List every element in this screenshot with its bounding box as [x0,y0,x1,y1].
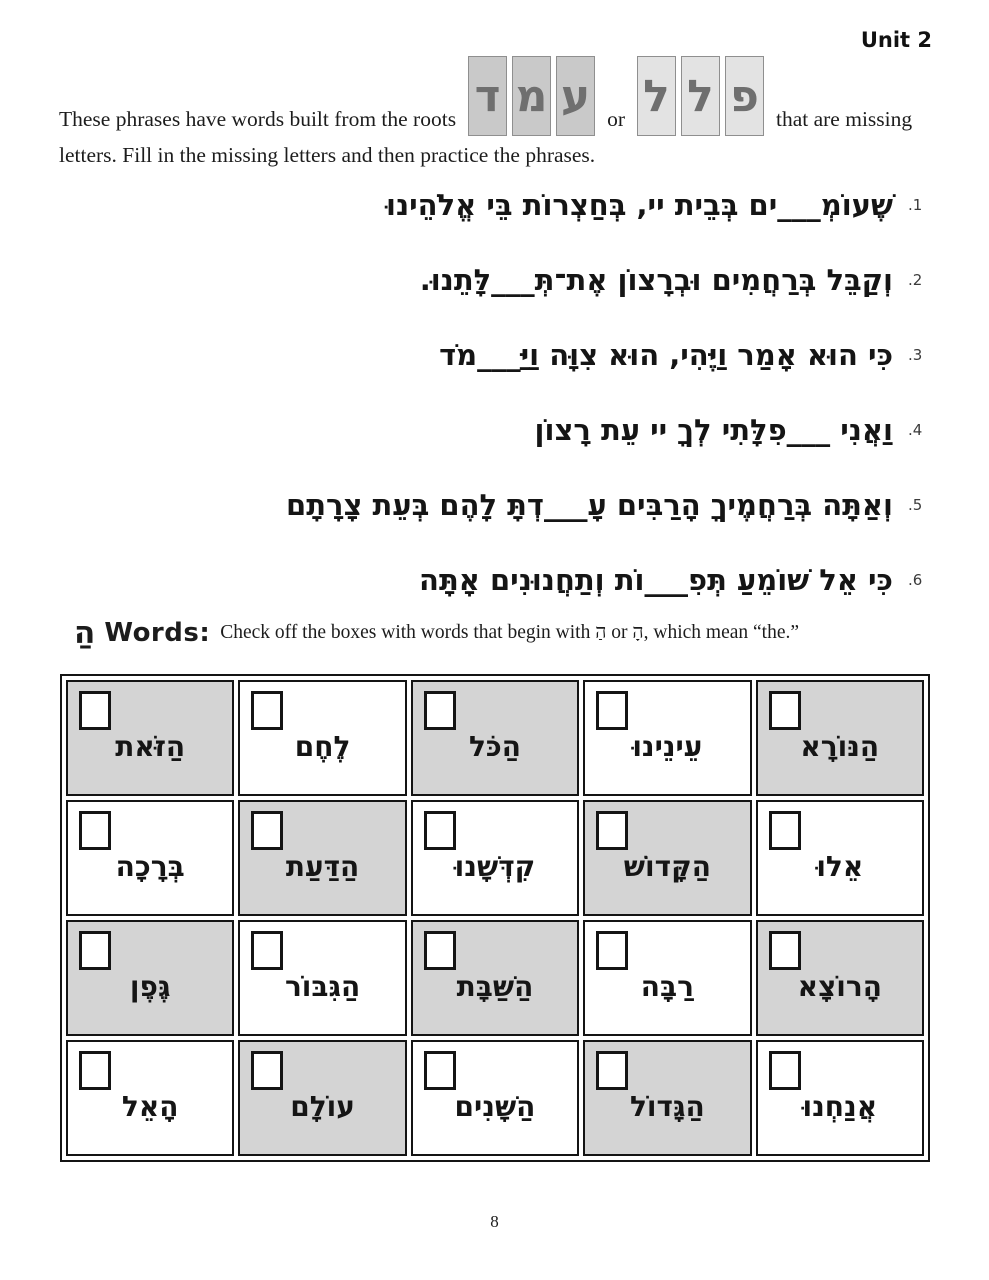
phrase-text: שֶׁעוֹמְ___ים בְּבֵית יי, בְּחַצְרוֹת בֵּי אֱלֹהֵינוּ [386,187,893,222]
phrase-row [60,542,930,617]
cell-word: בְּרָכָה [115,850,185,883]
intro-text-after: that are missing [775,107,913,131]
word-checkbox[interactable] [769,931,801,970]
cell-word: הַזֹּאת [115,730,186,763]
word-cell [583,680,751,796]
word-cell [583,1040,751,1156]
phrase-row [60,467,930,542]
word-cell [238,1040,406,1156]
cell-word: הַנּוֹרָא [800,730,880,763]
intro-section [59,56,944,168]
word-cell [238,800,406,916]
cell-word: הַדַּעַת [285,850,360,883]
word-checkbox[interactable] [79,691,111,730]
phrase-row [60,242,930,317]
word-cell [66,1040,234,1156]
cell-word: קִדְּשָׁנוּ [454,850,536,883]
word-checkbox[interactable] [424,1051,456,1090]
phrase-number: .4 [908,420,923,439]
phrase-list [60,167,930,617]
word-checkbox[interactable] [596,811,628,850]
word-cell [756,680,924,796]
root-letter-box: ל [681,56,720,136]
cell-word: רַבָּה [640,970,694,1003]
root-letter-box: פ [725,56,764,136]
phrase-row [60,167,930,242]
page-number: 8 [490,1212,499,1231]
intro-line-1 [59,56,944,136]
grid-row [66,680,924,796]
word-cell [583,920,751,1036]
cell-word: הַגִּבּוֹר [284,970,361,1003]
intro-or-text: or [607,107,625,131]
phrase-number: .5 [908,495,923,514]
word-checkbox[interactable] [79,931,111,970]
word-checkbox[interactable] [424,691,456,730]
cell-word: הַשַּׁבָּת [456,970,534,1003]
word-checkbox[interactable] [424,811,456,850]
cell-word: עוֹלָם [290,1090,355,1123]
word-checkbox[interactable] [251,1051,283,1090]
phrase-text: וְאַתָּה בְּרַחֲמֶיךָ הָרַבִּים עָ___דְתָּ לָהֶם בְּעֵת צָרָתָם [286,487,893,522]
root-letter-box: ע [556,56,595,136]
hay-words-title: Words: [104,618,211,648]
word-checkbox[interactable] [424,931,456,970]
hay-words-header [74,615,799,651]
cell-word: הַשָּׁנִים [454,1090,536,1123]
word-cell [583,800,751,916]
phrase-number: .1 [908,195,923,214]
word-cell [238,920,406,1036]
word-cell [756,1040,924,1156]
word-cell [411,800,579,916]
grid-row [66,920,924,1036]
hay-words-instruction: Check off the boxes with words that begin with הַ or הָ, which mean “the.” [220,622,800,643]
word-checkbox[interactable] [769,1051,801,1090]
grid-row [66,800,924,916]
phrase-number: .3 [908,345,923,364]
phrase-text: וְקַבֵּל בְּרַחֲמִים וּבְרָצוֹן אֶת־תְּ___לָּתֵנוּ. [419,262,893,297]
word-cell [756,800,924,916]
cell-word: הָאֵל [121,1090,179,1123]
word-checkbox[interactable] [251,931,283,970]
cell-word: לֶחֶם [294,730,351,763]
phrase-number: .6 [908,570,923,589]
word-checkbox[interactable] [769,811,801,850]
word-cell [411,1040,579,1156]
root-palal-boxes [637,56,764,136]
root-letter-box: ל [637,56,676,136]
hay-letter: הַ [74,615,96,651]
root-amad-boxes [468,56,595,136]
cell-word: עֵינֵינוּ [632,730,703,763]
word-checkbox[interactable] [596,1051,628,1090]
cell-word: הַקָּדוֹשׁ [623,850,711,883]
phrase-number: .2 [908,270,923,289]
word-checkbox[interactable] [596,691,628,730]
cell-word: הַגָּדוֹל [629,1090,705,1123]
cell-word: גֶּפֶן [129,970,171,1003]
word-checkbox[interactable] [596,931,628,970]
phrase-text: כִּי הוּא אָמַר וַיֶּהִי, הוּא צִוָּה וַיַּ___מֹד [439,337,893,372]
word-checkbox[interactable] [769,691,801,730]
word-cell [411,680,579,796]
word-cell [411,920,579,1036]
phrase-row [60,392,930,467]
cell-word: אֵלוּ [816,850,864,883]
hay-words-grid [60,674,930,1162]
intro-line-2: letters. Fill in the missing letters and then practice the phrases. [59,143,596,167]
unit-label: Unit 2 [860,28,932,52]
word-cell [66,800,234,916]
word-checkbox[interactable] [79,1051,111,1090]
word-checkbox[interactable] [251,691,283,730]
intro-text-before: These phrases have words built from the roots [59,107,457,131]
root-letter-box: ד [468,56,507,136]
root-letter-box: מ [512,56,551,136]
phrase-text: וַאֲנִי ___פִלָּתִי לְךָ יי עֵת רָצוֹן [534,412,893,447]
word-cell [756,920,924,1036]
cell-word: הָרוֹצָא [797,970,882,1003]
phrase-row [60,317,930,392]
grid-row [66,1040,924,1156]
word-checkbox[interactable] [251,811,283,850]
cell-word: אֲנַחְנוּ [802,1090,878,1123]
cell-word: הַכֹּל [468,730,521,763]
word-cell [66,680,234,796]
word-cell [66,920,234,1036]
word-cell [238,680,406,796]
word-checkbox[interactable] [79,811,111,850]
phrase-text: כִּי אֵל שׁוֹמֵעַ תְּפִ___וֹת וְתַחֲנוּנִים אָתָּה [419,562,893,597]
